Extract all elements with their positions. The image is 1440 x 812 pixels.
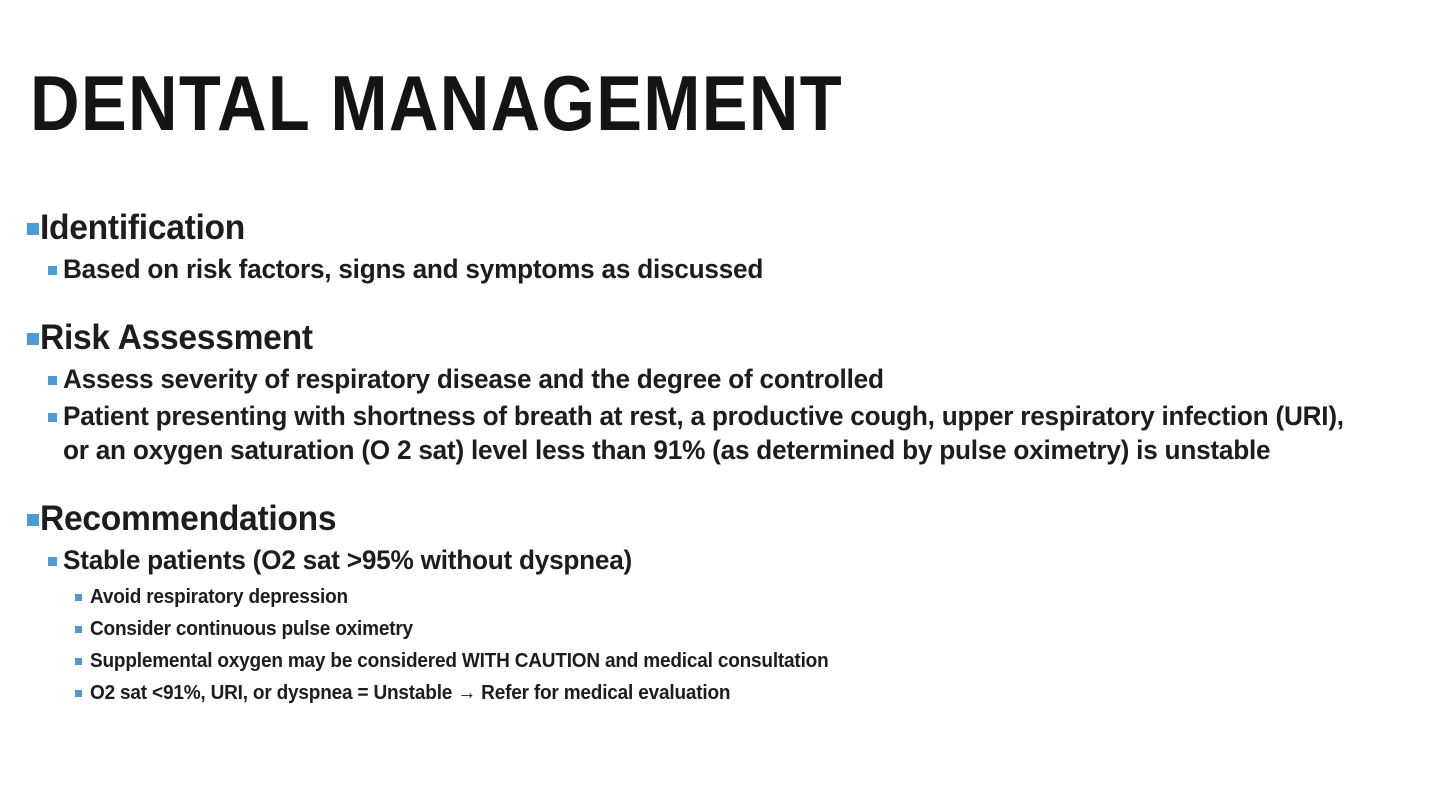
square-bullet-icon <box>27 333 39 345</box>
square-bullet-icon <box>48 413 57 422</box>
list-item <box>0 252 1440 286</box>
list-item-label: Patient presenting with shortness of breath at rest, a productive cough, upper respiratory infection (URI), or an oxygen saturation (O 2 sat) level less than 91% (as determined by pulse oximetry) is unstable <box>63 401 1344 465</box>
list-item-label: Consider continuous pulse oximetry <box>90 618 413 640</box>
list-item-label: Avoid respiratory depression <box>90 586 348 608</box>
section-heading-identification <box>0 206 1440 250</box>
section-heading-risk-assessment <box>0 316 1440 360</box>
list-item-label: Assess severity of respiratory disease and the degree of controlled <box>63 364 884 394</box>
square-bullet-icon <box>75 594 82 601</box>
list-item <box>0 362 1440 396</box>
list-item-label: Based on risk factors, signs and symptoms as discussed <box>63 254 764 284</box>
list-item <box>0 615 1440 643</box>
section-identification <box>0 206 1440 286</box>
square-bullet-icon <box>48 557 57 566</box>
square-bullet-icon <box>75 658 82 665</box>
list-item <box>0 399 1440 467</box>
section-heading-recommendations <box>0 497 1440 541</box>
sub-list-level-3 <box>0 583 1440 707</box>
section-heading-label: Risk Assessment <box>40 318 313 357</box>
slide-body-outline <box>0 206 1440 711</box>
list-item <box>0 583 1440 611</box>
list-item-label: Supplemental oxygen may be considered WITH CAUTION and medical consultation <box>90 650 829 672</box>
list-item <box>0 679 1440 707</box>
square-bullet-icon <box>75 690 82 697</box>
square-bullet-icon <box>48 266 57 275</box>
square-bullet-icon <box>48 376 57 385</box>
list-item-label: Stable patients (O2 sat >95% without dyspnea) <box>63 545 633 575</box>
section-risk-assessment <box>0 316 1440 467</box>
square-bullet-icon <box>27 223 39 235</box>
section-heading-label: Identification <box>40 208 246 247</box>
square-bullet-icon <box>27 514 39 526</box>
section-heading-label: Recommendations <box>40 499 337 538</box>
square-bullet-icon <box>75 626 82 633</box>
section-recommendations <box>0 497 1440 707</box>
list-item-label: O2 sat <91%, URI, or dyspnea = Unstable → Refer for medical evaluation <box>90 682 731 704</box>
page-title: DENTAL MANAGEMENT <box>30 59 844 148</box>
list-item <box>0 647 1440 675</box>
list-item <box>0 543 1440 577</box>
